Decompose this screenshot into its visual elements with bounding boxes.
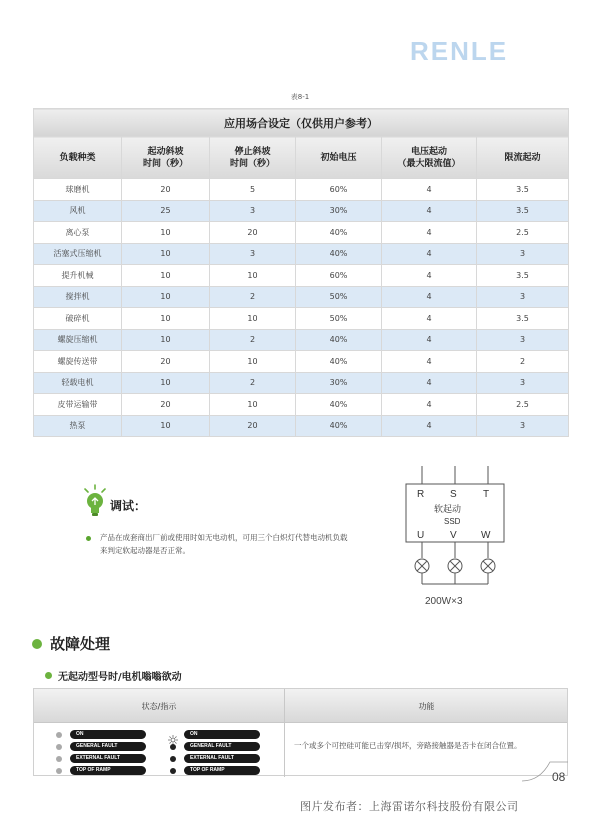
table-cell: 40% bbox=[296, 415, 382, 437]
status-column-header: 状态/指示 bbox=[141, 702, 177, 711]
table-cell: 4 bbox=[382, 243, 477, 265]
debug-description: 产品在成套商出厂前或使用时如无电动机，可用三个白炽灯代替电动机负载来判定软起动器是否正常。 bbox=[100, 533, 348, 555]
test-circuit-diagram bbox=[400, 462, 525, 612]
lightbulb-icon bbox=[82, 484, 108, 518]
table-cell: 10 bbox=[210, 308, 296, 330]
fault-subtitle: 无起动型号时/电机嗡嗡欲动 bbox=[58, 672, 182, 683]
table-header-cell bbox=[296, 137, 382, 179]
table-row bbox=[34, 179, 569, 201]
table-cell: 螺旋传送带 bbox=[34, 351, 122, 373]
table-row bbox=[34, 308, 569, 330]
table-cell: 10 bbox=[122, 222, 210, 244]
table-cell: 2 bbox=[210, 286, 296, 308]
table-cell: 20 bbox=[122, 179, 210, 201]
table-cell: 30% bbox=[296, 372, 382, 394]
circuit-output-v: V bbox=[450, 530, 457, 541]
table-cell: 3 bbox=[477, 329, 569, 351]
table-cell: 40% bbox=[296, 222, 382, 244]
led-on-icon bbox=[170, 756, 176, 762]
table-cell: 3.5 bbox=[477, 265, 569, 287]
table-cell: 5 bbox=[210, 179, 296, 201]
led-label: ON bbox=[184, 730, 260, 739]
table-cell: 10 bbox=[122, 265, 210, 287]
table-cell: 10 bbox=[122, 243, 210, 265]
table-cell: 10 bbox=[210, 351, 296, 373]
debug-title: 调试： bbox=[110, 499, 147, 513]
table-header-row bbox=[34, 137, 569, 179]
table-cell: 20 bbox=[122, 351, 210, 373]
table-cell: 10 bbox=[122, 415, 210, 437]
table-header-line: 电压起动 bbox=[410, 146, 447, 157]
table-cell: 50% bbox=[296, 308, 382, 330]
table-cell: 20 bbox=[210, 222, 296, 244]
table-cell: 球磨机 bbox=[34, 179, 122, 201]
table-cell: 4 bbox=[382, 351, 477, 373]
table-cell: 3 bbox=[477, 372, 569, 394]
led-off-icon bbox=[56, 732, 62, 738]
table-cell: 30% bbox=[296, 200, 382, 222]
table-cell: 10 bbox=[122, 286, 210, 308]
table-cell: 3 bbox=[210, 243, 296, 265]
table-cell: 离心泵 bbox=[34, 222, 122, 244]
table-cell: 10 bbox=[210, 394, 296, 416]
led-label: GENERAL FAULT bbox=[70, 742, 146, 751]
table-cell: 10 bbox=[122, 372, 210, 394]
table-header-cell bbox=[210, 137, 296, 179]
circuit-input-t: T bbox=[483, 489, 490, 500]
table-cell: 40% bbox=[296, 243, 382, 265]
circuit-device-name: 软起动 bbox=[434, 505, 462, 515]
brand-logo: RENLE bbox=[410, 36, 509, 66]
table-row bbox=[34, 243, 569, 265]
led-label: TOP OF RAMP bbox=[184, 766, 260, 775]
table-header-cell bbox=[477, 137, 569, 179]
table-cell: 2 bbox=[477, 351, 569, 373]
table-cell: 4 bbox=[382, 286, 477, 308]
table-header-line: 时间（秒） bbox=[142, 158, 188, 169]
fault-section-title: 故障处理 bbox=[50, 635, 111, 653]
table-cell: 2.5 bbox=[477, 222, 569, 244]
table-cell: 3.5 bbox=[477, 308, 569, 330]
table-header-line: 停止斜坡 bbox=[234, 146, 271, 157]
circuit-output-w: W bbox=[481, 530, 491, 541]
table-cell: 破碎机 bbox=[34, 308, 122, 330]
application-settings-table bbox=[33, 108, 569, 437]
table-cell: 螺旋压缩机 bbox=[34, 329, 122, 351]
circuit-device-code: SSD bbox=[444, 517, 461, 526]
led-off-icon bbox=[56, 756, 62, 762]
table-cell: 4 bbox=[382, 265, 477, 287]
table-header-line: （最大限流值） bbox=[397, 158, 461, 169]
table-cell: 皮带运输带 bbox=[34, 394, 122, 416]
table-row bbox=[34, 286, 569, 308]
table-cell: 50% bbox=[296, 286, 382, 308]
table-caption: 表8-1 bbox=[290, 93, 310, 101]
table-cell: 60% bbox=[296, 265, 382, 287]
table-cell: 轻载电机 bbox=[34, 372, 122, 394]
table-cell: 25 bbox=[122, 200, 210, 222]
circuit-caption: 200W×3 bbox=[425, 596, 463, 607]
table-header-line: 时间（秒） bbox=[229, 158, 275, 169]
table-cell: 4 bbox=[382, 222, 477, 244]
led-on-icon bbox=[170, 744, 176, 750]
table-cell: 40% bbox=[296, 351, 382, 373]
table-cell: 3 bbox=[210, 200, 296, 222]
table-cell: 4 bbox=[382, 329, 477, 351]
table-cell: 2 bbox=[210, 329, 296, 351]
table-cell: 4 bbox=[382, 372, 477, 394]
table-cell: 2.5 bbox=[477, 394, 569, 416]
table-header-cell bbox=[382, 137, 477, 179]
table-cell: 2 bbox=[210, 372, 296, 394]
bullet-dot bbox=[86, 536, 91, 541]
circuit-output-u: U bbox=[417, 530, 425, 541]
table-header-cell bbox=[34, 137, 122, 179]
subsection-bullet bbox=[45, 672, 52, 679]
table-cell: 40% bbox=[296, 394, 382, 416]
table-cell: 4 bbox=[382, 200, 477, 222]
table-cell: 3.5 bbox=[477, 200, 569, 222]
led-label: EXTERNAL FAULT bbox=[184, 754, 260, 763]
table-row bbox=[34, 222, 569, 244]
publisher-watermark: 图片发布者：上海雷诺尔科技股份有限公司 bbox=[300, 800, 519, 813]
table-cell: 4 bbox=[382, 394, 477, 416]
fault-table-header bbox=[34, 689, 567, 723]
table-row bbox=[34, 351, 569, 373]
column-divider bbox=[284, 689, 285, 777]
table-cell: 60% bbox=[296, 179, 382, 201]
table-row bbox=[34, 265, 569, 287]
led-label: ON bbox=[70, 730, 146, 739]
function-column-header: 功能 bbox=[418, 702, 435, 711]
table-cell: 热泵 bbox=[34, 415, 122, 437]
section-bullet bbox=[32, 639, 42, 649]
table-cell: 活塞式压缩机 bbox=[34, 243, 122, 265]
table-header-line: 负载种类 bbox=[59, 152, 96, 163]
table-row bbox=[34, 394, 569, 416]
table-header-cell bbox=[122, 137, 210, 179]
led-on-icon bbox=[170, 768, 176, 774]
page-number: 08 bbox=[552, 770, 566, 784]
led-label: TOP OF RAMP bbox=[70, 766, 146, 775]
table-cell: 4 bbox=[382, 179, 477, 201]
table-row bbox=[34, 329, 569, 351]
table-cell: 3 bbox=[477, 286, 569, 308]
table-cell: 20 bbox=[210, 415, 296, 437]
led-label: GENERAL FAULT bbox=[184, 742, 260, 751]
table-header-line: 起动斜坡 bbox=[147, 146, 184, 157]
blinking-led-icon bbox=[168, 730, 178, 740]
table-row bbox=[34, 200, 569, 222]
circuit-input-s: S bbox=[450, 489, 457, 500]
circuit-input-r: R bbox=[417, 489, 425, 500]
led-off-icon bbox=[56, 744, 62, 750]
table-cell: 10 bbox=[122, 308, 210, 330]
fault-function-text: 一个或多个可控硅可能已击穿/损坏，旁路接触器是否卡在闭合位置。 bbox=[294, 741, 522, 750]
table-cell: 风机 bbox=[34, 200, 122, 222]
table-cell: 20 bbox=[122, 394, 210, 416]
table-header-line: 初始电压 bbox=[320, 152, 357, 163]
table-cell: 搅拌机 bbox=[34, 286, 122, 308]
table-cell: 4 bbox=[382, 308, 477, 330]
table-cell: 3 bbox=[477, 243, 569, 265]
led-off-icon bbox=[56, 768, 62, 774]
table-cell: 10 bbox=[210, 265, 296, 287]
table-cell: 3 bbox=[477, 415, 569, 437]
table-cell: 40% bbox=[296, 329, 382, 351]
table-row bbox=[34, 415, 569, 437]
fault-table bbox=[33, 688, 568, 776]
table-header-line: 限流起动 bbox=[504, 152, 541, 163]
table-cell: 10 bbox=[122, 329, 210, 351]
table-row bbox=[34, 372, 569, 394]
led-label: EXTERNAL FAULT bbox=[70, 754, 146, 763]
table-cell: 4 bbox=[382, 415, 477, 437]
table-cell: 提升机械 bbox=[34, 265, 122, 287]
table-cell: 3.5 bbox=[477, 179, 569, 201]
table-title: 应用场合设定（仅供用户参考） bbox=[34, 109, 569, 137]
